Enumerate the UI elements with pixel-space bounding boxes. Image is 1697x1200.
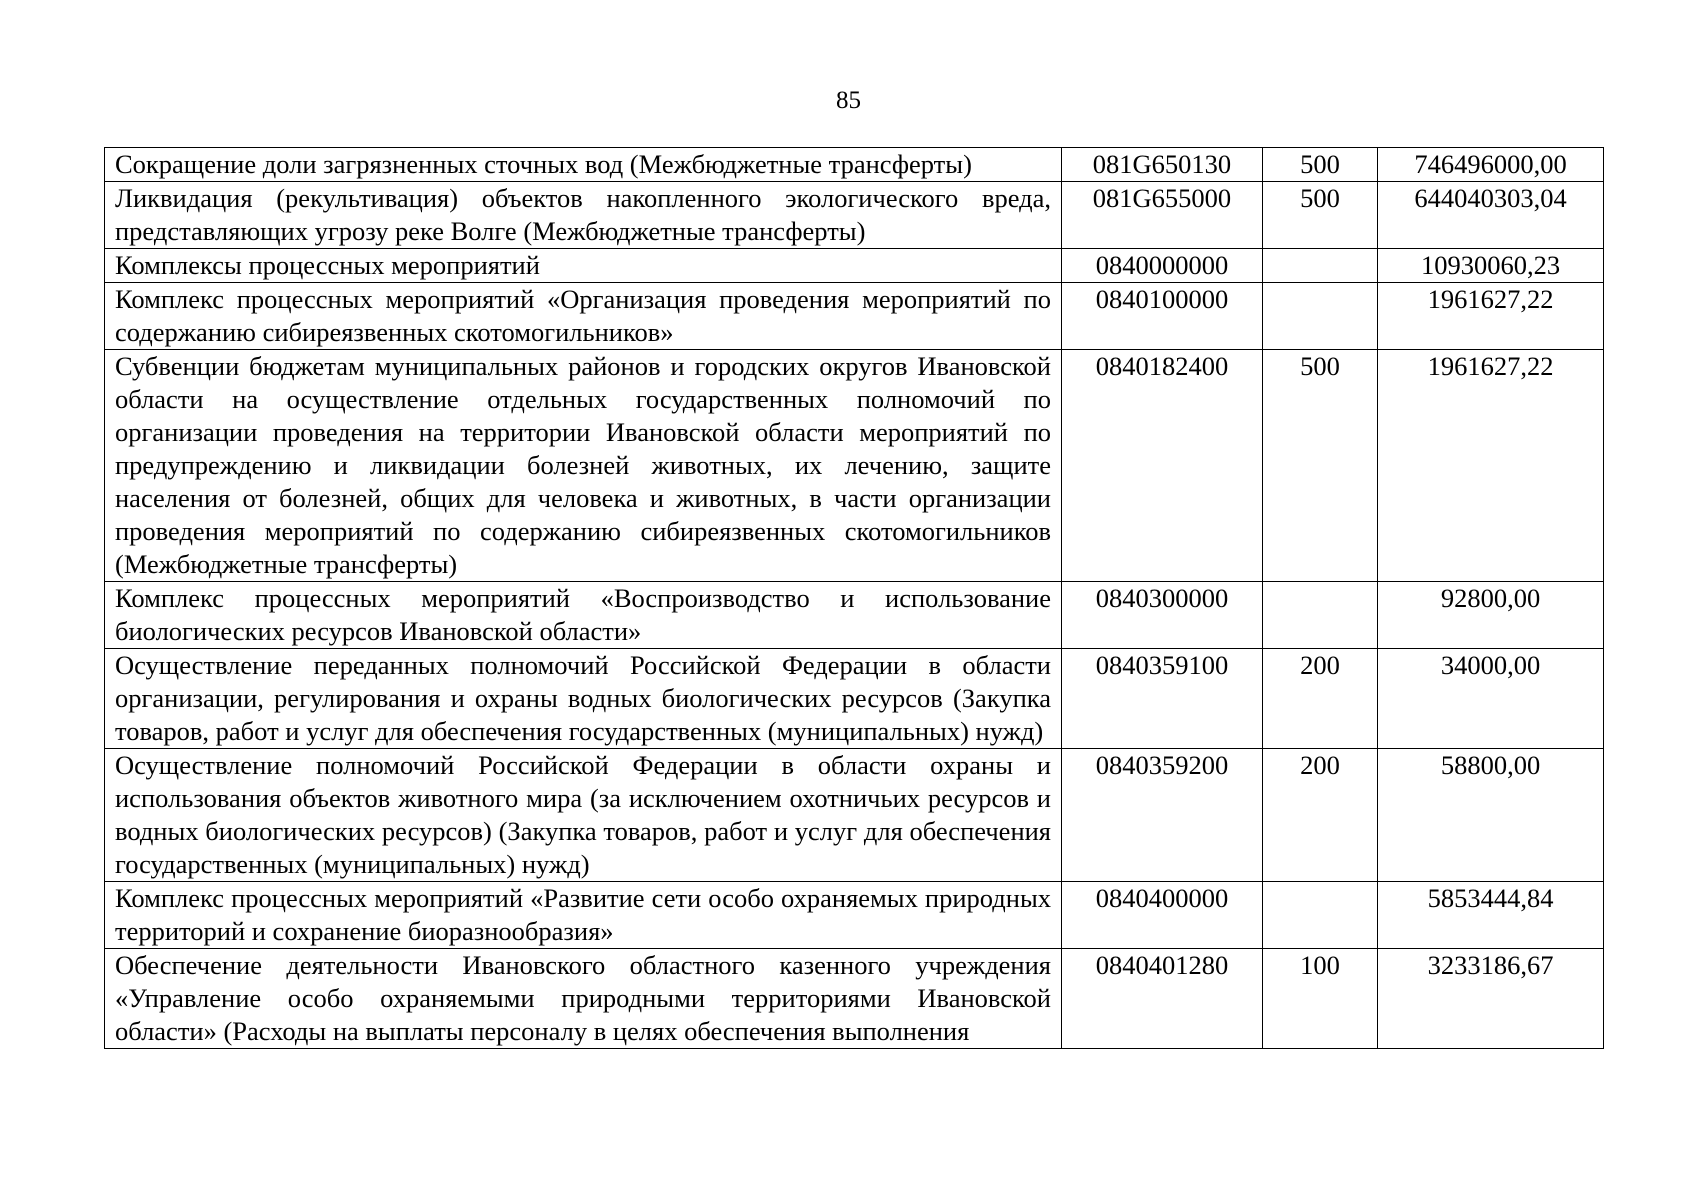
row-description: Обеспечение деятельности Ивановского областного казенного учреждения «Управление особо охраняемыми природными территориями Ивановской области» (Расходы на выплаты персоналу в целях обеспечения выполнения: [105, 949, 1062, 1049]
row-amount: 746496000,00: [1378, 148, 1604, 182]
row-target-code: 081G650130: [1062, 148, 1263, 182]
row-amount: 644040303,04: [1378, 182, 1604, 249]
budget-table: [104, 147, 1604, 1049]
row-amount: 34000,00: [1378, 649, 1604, 749]
table-row: [105, 249, 1604, 283]
row-expense-type: [1263, 283, 1378, 350]
row-target-code: 0840182400: [1062, 350, 1263, 582]
row-description: Ликвидация (рекультивация) объектов накопленного экологического вреда, представляющих угрозу реке Волге (Межбюджетные трансферты): [105, 182, 1062, 249]
row-description: Комплекс процессных мероприятий «Развитие сети особо охраняемых природных территорий и сохранение биоразнообразия»: [105, 882, 1062, 949]
row-expense-type: 200: [1263, 649, 1378, 749]
row-expense-type: 500: [1263, 182, 1378, 249]
row-amount: 92800,00: [1378, 582, 1604, 649]
row-target-code: 0840400000: [1062, 882, 1263, 949]
table-row: [105, 582, 1604, 649]
table-row: [105, 882, 1604, 949]
row-target-code: 081G655000: [1062, 182, 1263, 249]
row-target-code: 0840100000: [1062, 283, 1263, 350]
row-target-code: 0840359100: [1062, 649, 1263, 749]
row-target-code: 0840000000: [1062, 249, 1263, 283]
row-description: Комплекс процессных мероприятий «Организация проведения мероприятий по содержанию сибиреязвенных скотомогильников»: [105, 283, 1062, 350]
row-amount: 3233186,67: [1378, 949, 1604, 1049]
row-description: Сокращение доли загрязненных сточных вод (Межбюджетные трансферты): [105, 148, 1062, 182]
row-amount: 1961627,22: [1378, 283, 1604, 350]
row-expense-type: [1263, 249, 1378, 283]
table-row: [105, 949, 1604, 1049]
table-row: [105, 182, 1604, 249]
row-amount: 58800,00: [1378, 749, 1604, 882]
row-amount: 5853444,84: [1378, 882, 1604, 949]
row-description: Субвенции бюджетам муниципальных районов и городских округов Ивановской области на осуществление отдельных государственных полномочий по организации проведения на территории Ивановской области мероприятий по предупреждению и ликвидации болезней животных, их лечению, защите населения от болезней, общих для человека и животных, в части организации проведения мероприятий по содержанию сибиреязвенных скотомогильников (Межбюджетные трансферты): [105, 350, 1062, 582]
row-target-code: 0840401280: [1062, 949, 1263, 1049]
page-number: 85: [836, 87, 861, 114]
row-description: Комплекс процессных мероприятий «Воспроизводство и использование биологических ресурсов Ивановской области»: [105, 582, 1062, 649]
table-row: [105, 350, 1604, 582]
row-target-code: 0840359200: [1062, 749, 1263, 882]
row-expense-type: 200: [1263, 749, 1378, 882]
row-expense-type: 500: [1263, 350, 1378, 582]
table-row: [105, 148, 1604, 182]
row-target-code: 0840300000: [1062, 582, 1263, 649]
row-expense-type: 500: [1263, 148, 1378, 182]
table-row: [105, 649, 1604, 749]
row-description: Осуществление переданных полномочий Российской Федерации в области организации, регулирования и охраны водных биологических ресурсов (Закупка товаров, работ и услуг для обеспечения государственных (муниципальных) нужд): [105, 649, 1062, 749]
table-row: [105, 283, 1604, 350]
table-row: [105, 749, 1604, 882]
row-expense-type: [1263, 882, 1378, 949]
row-description: Осуществление полномочий Российской Федерации в области охраны и использования объектов животного мира (за исключением охотничьих ресурсов и водных биологических ресурсов) (Закупка товаров, работ и услуг для обеспечения государственных (муниципальных) нужд): [105, 749, 1062, 882]
row-amount: 1961627,22: [1378, 350, 1604, 582]
row-expense-type: 100: [1263, 949, 1378, 1049]
row-description: Комплексы процессных мероприятий: [105, 249, 1062, 283]
row-expense-type: [1263, 582, 1378, 649]
row-amount: 10930060,23: [1378, 249, 1604, 283]
